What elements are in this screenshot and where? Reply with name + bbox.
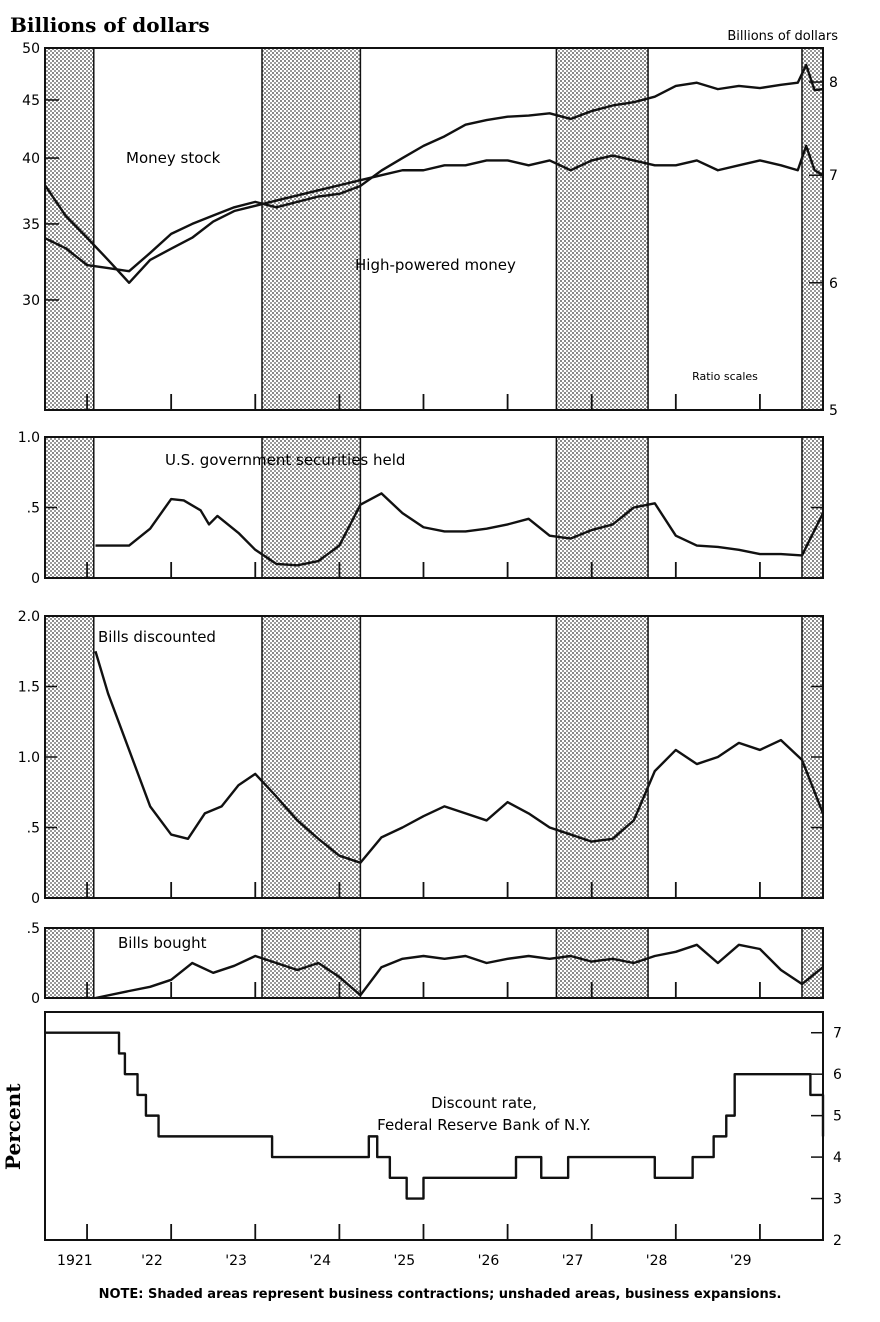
y-tick-label-right: 6 [833, 1067, 842, 1084]
y-tick-label-right: 5 [833, 1108, 842, 1125]
y-tick-label-left: 50 [22, 41, 40, 57]
y-tick-label: 2.0 [17, 609, 40, 625]
series-3 [95, 651, 823, 863]
y-tick-label: 1.0 [17, 750, 40, 766]
panel-frame [45, 437, 823, 578]
panels [18, 41, 842, 1269]
y-tick-label: .5 [26, 500, 40, 517]
y-tick-label-right: 2 [833, 1233, 842, 1249]
x-tick-label: '29 [729, 1253, 752, 1269]
percent-axis-label: Percent [1, 1083, 25, 1170]
panel-1 [45, 48, 823, 410]
series-4 [95, 945, 823, 998]
label-discount-rate-2: Federal Reserve Bank of N.Y. [377, 1116, 591, 1134]
y-tick-label: 0 [31, 991, 40, 1007]
y-tick-label-right: 7 [829, 168, 838, 185]
label-discount-rate-1: Discount rate, [431, 1094, 537, 1112]
y-tick-label-left: 35 [22, 216, 40, 233]
y-tick-label: 0 [31, 891, 40, 907]
y-tick-label: 0 [31, 571, 40, 587]
panel-3 [45, 616, 823, 898]
y-tick-label-right: 6 [829, 275, 838, 292]
x-tick-label: '23 [225, 1253, 247, 1269]
x-tick-label: '27 [561, 1253, 584, 1269]
contraction-shade [262, 616, 360, 898]
contraction-shade [802, 928, 823, 998]
y-tick-label: .5 [26, 820, 40, 837]
label-bills-bought: Bills bought [118, 934, 207, 952]
y-tick-label-right: 3 [833, 1191, 842, 1208]
contraction-shade [802, 48, 823, 410]
y-tick-label: 1.5 [17, 679, 40, 696]
label-bills-discounted: Bills discounted [98, 628, 216, 646]
x-tick-label: 1921 [57, 1253, 93, 1269]
right-unit-title: Billions of dollars [727, 29, 838, 44]
contraction-shade [556, 616, 648, 898]
panel-frame [45, 616, 823, 898]
label-gov-securities: U.S. government securities held [165, 451, 406, 469]
y-tick-label-right: 7 [833, 1025, 842, 1042]
x-tick-label: '28 [645, 1253, 668, 1269]
y-tick-label: 1.0 [17, 430, 40, 446]
y-tick-label: .5 [26, 921, 40, 937]
x-tick-label: '25 [393, 1253, 416, 1269]
label-money-stock: Money stock [126, 149, 221, 167]
y-tick-label-left: 30 [22, 292, 40, 309]
contraction-shade [45, 48, 94, 410]
y-tick-label-left: 40 [22, 151, 40, 168]
series-2 [95, 493, 823, 565]
contraction-shade [262, 48, 360, 410]
panel-frame [45, 48, 823, 410]
panel-2 [45, 437, 823, 578]
y-tick-label-left: 45 [22, 92, 40, 109]
ratio-scales-note: Ratio scales [692, 370, 758, 383]
x-tick-label: '24 [309, 1253, 332, 1269]
footnote: NOTE: Shaded areas represent business contractions; unshaded areas, business expansions. [98, 1287, 782, 1302]
y-tick-label-right: 5 [829, 403, 838, 419]
left-unit-title: Billions of dollars [10, 13, 210, 37]
y-tick-label-right: 4 [833, 1150, 842, 1167]
x-tick-label: '22 [141, 1253, 163, 1269]
label-high-powered-money: High-powered money [355, 256, 516, 274]
y-tick-label-right: 8 [829, 75, 838, 92]
x-tick-label: '26 [477, 1253, 500, 1269]
